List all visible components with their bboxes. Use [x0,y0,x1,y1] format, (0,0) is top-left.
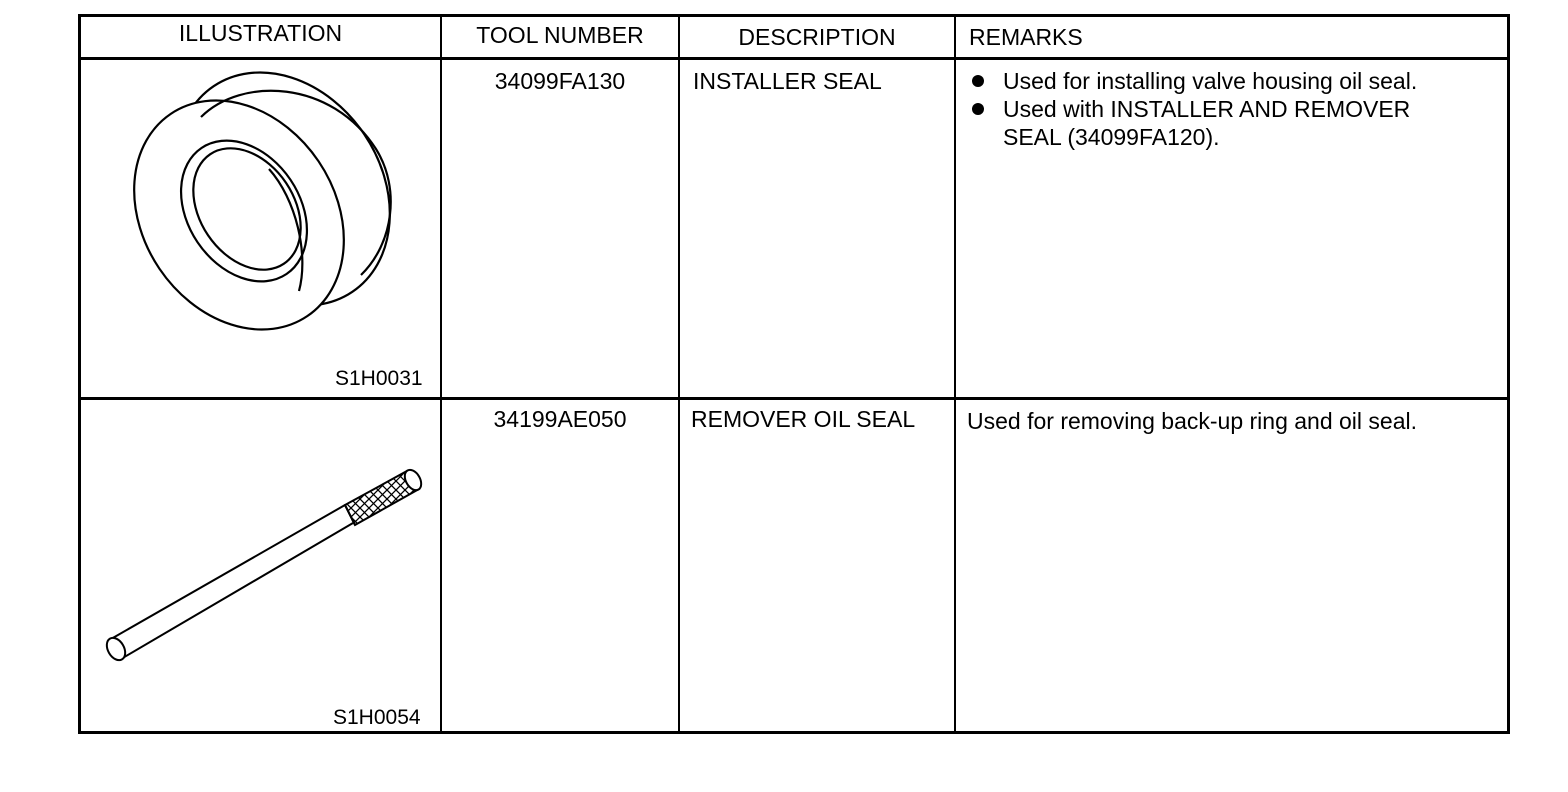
row-divider [81,397,1507,400]
seal-installer-ring-icon [131,79,391,319]
tool-number: 34199AE050 [493,406,627,432]
row-divider [81,57,1507,60]
remarks-list [969,67,1417,151]
remark-text: Used for installing valve housing oil seal. [1003,68,1418,94]
tool-table [78,14,1510,734]
remark-text: Used for removing back-up ring and oil seal. [967,408,1418,434]
column-divider [678,17,680,731]
header-description: DESCRIPTION [738,24,896,50]
list-item [969,123,1417,151]
bullet-icon [972,103,984,115]
list-item [969,95,1417,123]
list-item [969,67,1417,95]
remark-text: Used with INSTALLER AND REMOVER [1003,96,1411,122]
description: REMOVER OIL SEAL [691,406,916,432]
column-divider [440,17,442,731]
illustration-code: S1H0031 [335,367,423,390]
header-remarks: REMARKS [969,24,1083,50]
header-illustration: ILLUSTRATION [178,20,343,46]
illustration-code: S1H0054 [333,706,421,729]
remark-text: SEAL (34099FA120). [1003,124,1220,150]
header-tool-number: TOOL NUMBER [476,22,644,48]
column-divider [954,17,956,731]
tool-number: 34099FA130 [494,68,626,94]
knurled-rod-icon [99,463,429,673]
description: INSTALLER SEAL [693,68,882,94]
bullet-icon [972,75,984,87]
